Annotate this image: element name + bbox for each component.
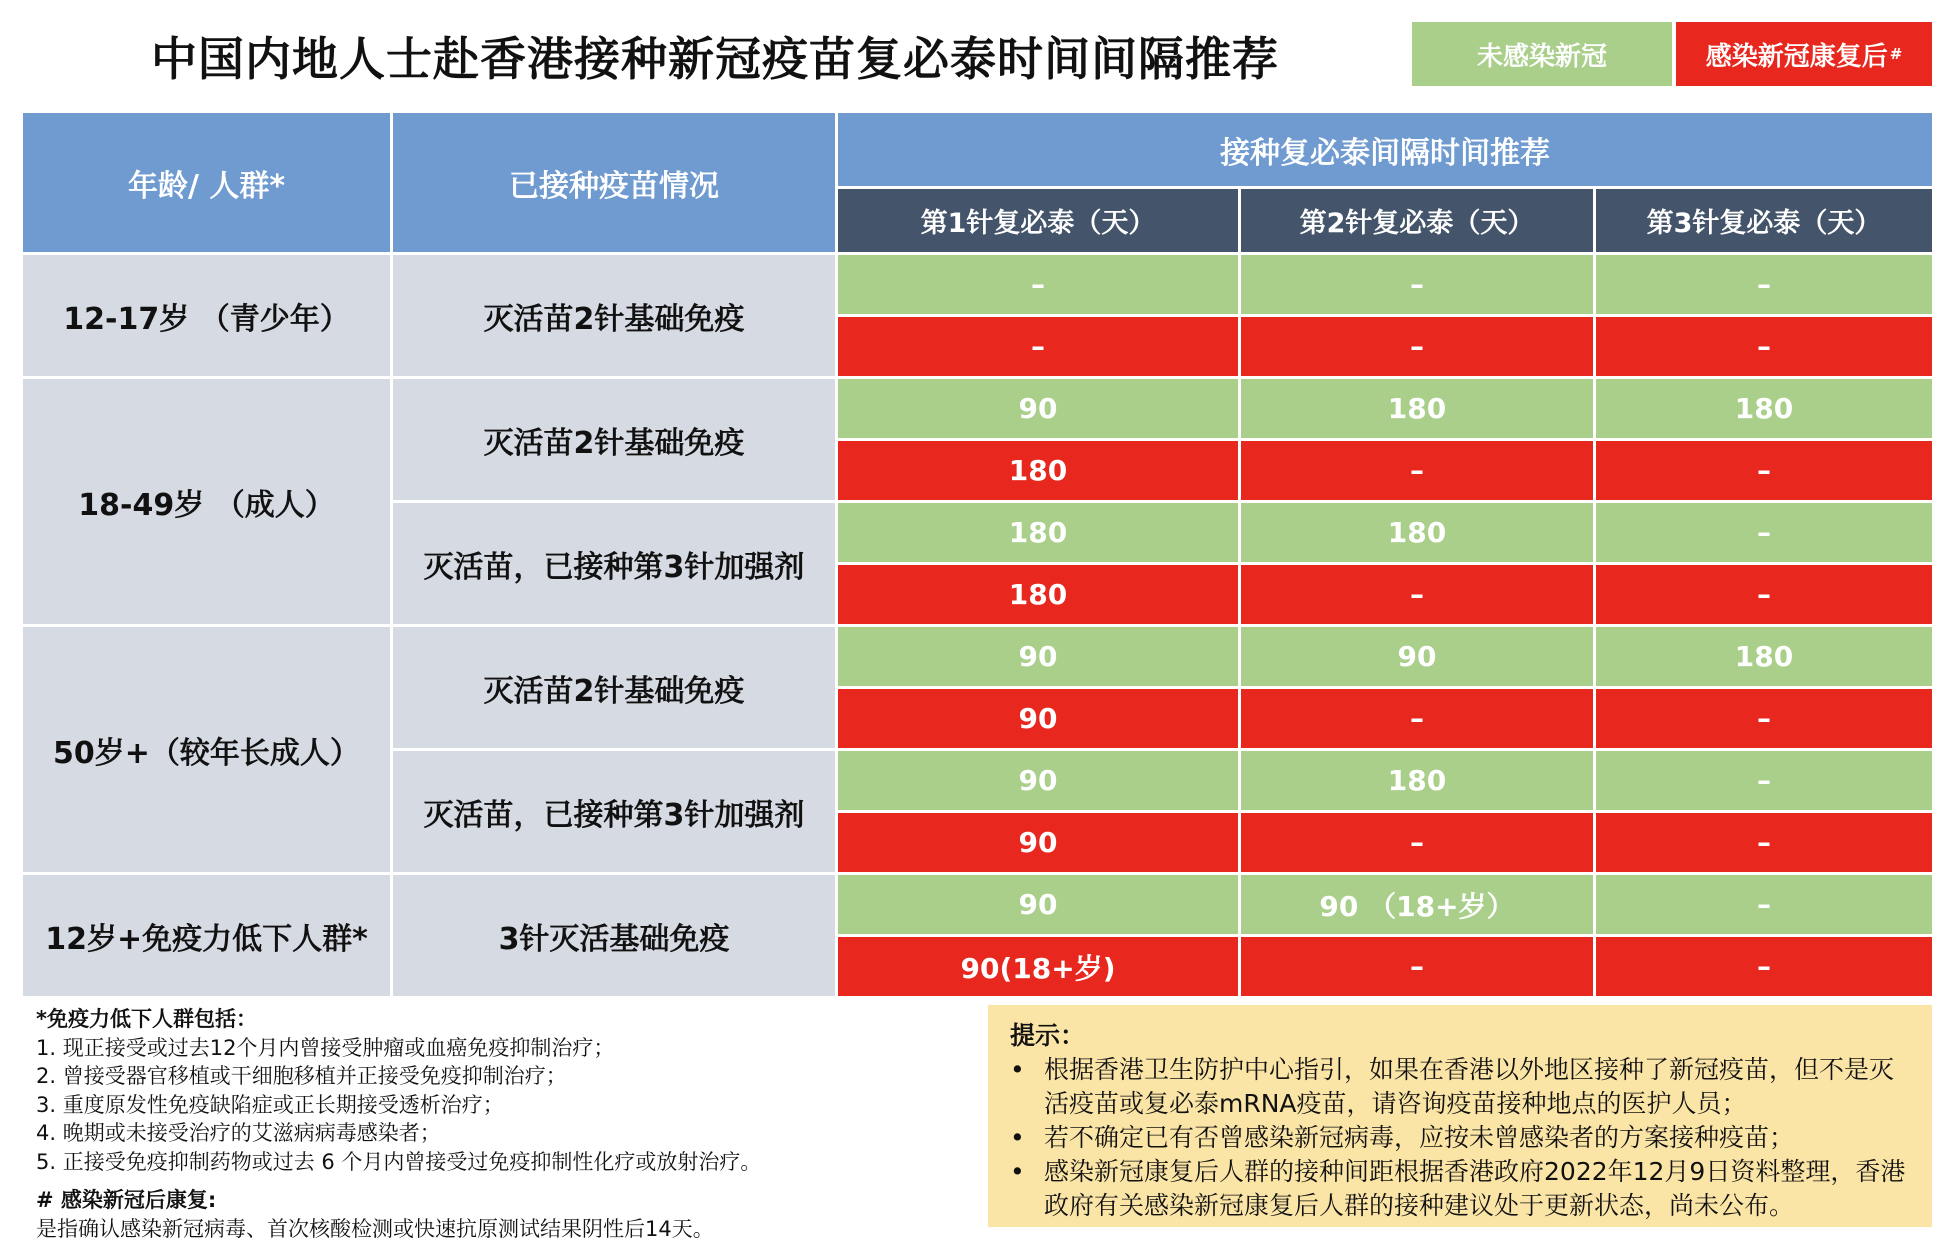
recovery-text: 是指确认感染新冠病毒、首次核酸检测或快速抗原测试结果阴性后14天。 (36, 1215, 956, 1243)
cell-uninfected-dose3: – (1595, 254, 1934, 316)
cell-uninfected-dose1: 90 (837, 874, 1240, 936)
immuno-item: 4. 晚期或未接受治疗的艾滋病病毒感染者； (36, 1119, 956, 1148)
cell-uninfected-dose3: 180 (1595, 626, 1934, 688)
cell-recovered-dose3: – (1595, 936, 1934, 998)
legend-uninfected (1412, 22, 1672, 86)
cell-uninfected-dose3: – (1595, 874, 1934, 936)
vaccine-label: 灭活苗2针基础免疫 (392, 626, 837, 750)
cell-recovered-dose3: – (1595, 564, 1934, 626)
immuno-item: 3. 重度原发性免疫缺陷症或正长期接受透析治疗； (36, 1091, 956, 1120)
legend-recovered-mark: # (1890, 45, 1903, 63)
cell-recovered-dose2: – (1240, 316, 1595, 378)
cell-recovered-dose1: – (837, 316, 1240, 378)
cell-uninfected-dose1: 90 (837, 626, 1240, 688)
header-vaccine: 已接种疫苗情况 (392, 112, 837, 254)
cell-recovered-dose1: 90 (837, 812, 1240, 874)
header-group: 年龄/ 人群* (22, 112, 392, 254)
tip-heading: 提示： (1010, 1019, 1910, 1053)
group-label: 12-17岁 （青少年） (22, 254, 392, 378)
vaccine-label: 灭活苗，已接种第3针加强剂 (392, 502, 837, 626)
cell-uninfected-dose1: 90 (837, 378, 1240, 440)
cell-uninfected-dose1: 180 (837, 502, 1240, 564)
header-dose1: 第1针复必泰（天） (837, 188, 1240, 254)
group-label: 50岁+（较年长成人） (22, 626, 392, 874)
cell-uninfected-dose2: 180 (1240, 750, 1595, 812)
cell-uninfected-dose1: 90 (837, 750, 1240, 812)
cell-recovered-dose3: – (1595, 440, 1934, 502)
cell-uninfected-dose2: 90 (1240, 626, 1595, 688)
cell-recovered-dose1: 180 (837, 564, 1240, 626)
cell-recovered-dose3: – (1595, 688, 1934, 750)
group-label: 18-49岁 （成人） (22, 378, 392, 626)
table-row (22, 874, 1934, 936)
cell-recovered-dose3: – (1595, 812, 1934, 874)
vaccine-label: 3针灭活基础免疫 (392, 874, 837, 998)
cell-recovered-dose2: – (1240, 440, 1595, 502)
cell-recovered-dose2: – (1240, 564, 1595, 626)
cell-recovered-dose1: 90 (837, 688, 1240, 750)
table-row (22, 254, 1934, 316)
tip-item-text: 感染新冠康复后人群的接种间距根据香港政府2022年12月9日资料整理，香港政府有关感染新冠康复后人群的接种建议处于更新状态，尚未公布。 (1044, 1155, 1910, 1223)
interval-table (20, 110, 1935, 999)
header-dose2: 第2针复必泰（天） (1240, 188, 1595, 254)
bullet-icon: • (1010, 1155, 1044, 1223)
vaccine-label: 灭活苗2针基础免疫 (392, 378, 837, 502)
recovery-heading: # 感染新冠后康复: (36, 1186, 956, 1215)
cell-uninfected-dose2: 180 (1240, 502, 1595, 564)
tip-item (1010, 1053, 1910, 1121)
cell-recovered-dose2: – (1240, 688, 1595, 750)
immuno-item: 2. 曾接受器官移植或干细胞移植并正接受免疫抑制治疗； (36, 1062, 956, 1091)
tip-item (1010, 1155, 1910, 1223)
cell-uninfected-dose3: – (1595, 750, 1934, 812)
bullet-icon: • (1010, 1121, 1044, 1155)
tip-item-text: 若不确定已有否曾感染新冠病毒，应按未曾感染者的方案接种疫苗； (1044, 1121, 1794, 1155)
cell-uninfected-dose2: 180 (1240, 378, 1595, 440)
table-row (22, 378, 1934, 440)
immuno-item: 5. 正接受免疫抑制药物或过去 6 个月内曾接受过免疫抑制性化疗或放射治疗。 (36, 1148, 956, 1177)
cell-recovered-dose2: – (1240, 812, 1595, 874)
immuno-item: 1. 现正接受或过去12个月内曾接受肿瘤或血癌免疫抑制治疗； (36, 1034, 956, 1063)
cell-recovered-dose2: – (1240, 936, 1595, 998)
cell-uninfected-dose2: 90 （18+岁） (1240, 874, 1595, 936)
cell-uninfected-dose2: – (1240, 254, 1595, 316)
tip-box (988, 1005, 1932, 1227)
table-row (22, 626, 1934, 688)
legend-recovered (1676, 22, 1932, 86)
cell-recovered-dose1: 90(18+岁) (837, 936, 1240, 998)
immuno-heading: *免疫力低下人群包括： (36, 1005, 956, 1034)
vaccine-label: 灭活苗，已接种第3针加强剂 (392, 750, 837, 874)
header-dose3: 第3针复必泰（天） (1595, 188, 1934, 254)
tip-item (1010, 1121, 1910, 1155)
cell-recovered-dose3: – (1595, 316, 1934, 378)
header-interval: 接种复必泰间隔时间推荐 (837, 112, 1934, 188)
legend-uninfected-label: 未感染新冠 (1477, 36, 1607, 73)
footnotes (36, 1005, 956, 1243)
cell-recovered-dose1: 180 (837, 440, 1240, 502)
cell-uninfected-dose3: – (1595, 502, 1934, 564)
group-label: 12岁+免疫力低下人群* (22, 874, 392, 998)
bullet-icon: • (1010, 1053, 1044, 1121)
tip-item-text: 根据香港卫生防护中心指引，如果在香港以外地区接种了新冠疫苗，但不是灭活疫苗或复必泰mRNA疫苗，请咨询疫苗接种地点的医护人员； (1044, 1053, 1910, 1121)
cell-uninfected-dose1: – (837, 254, 1240, 316)
page-title: 中国内地人士赴香港接种新冠疫苗复必泰时间间隔推荐 (20, 18, 1410, 94)
cell-uninfected-dose3: 180 (1595, 378, 1934, 440)
vaccine-label: 灭活苗2针基础免疫 (392, 254, 837, 378)
legend-recovered-label: 感染新冠康复后 (1706, 36, 1888, 73)
